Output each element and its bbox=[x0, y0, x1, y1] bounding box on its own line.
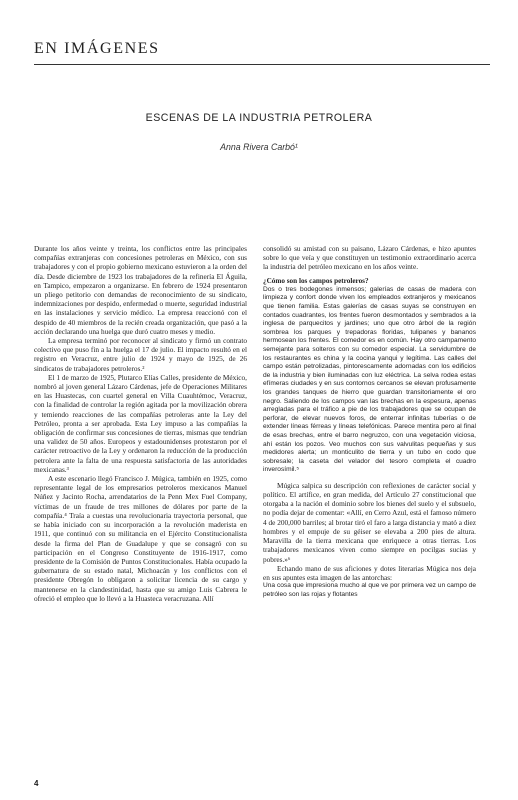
page-number: 4 bbox=[34, 779, 39, 788]
box-heading: ¿Cómo son los campos petroleros? bbox=[263, 276, 369, 285]
article-author: Anna Rivera Carbó¹ bbox=[220, 142, 298, 152]
paragraph: Durante los años veinte y treinta, los conflictos entre las principales compañías extranjeras con concesiones petroleras en México, con sus trabajadores y con el propio gobierno mexicano estuvieron a la orden del día. Desde diciembre de 1923 los trabajadores de la refinería El Águila, en Tampico, empezaron a organizarse. En febrero de 1924 presentaron un pliego petitorio con demandas de reconocimiento de su sindicato, indemnizaciones por despido, enfermedad o muerte, seguridad industrial en las instalaciones y servicio médico. La empresa reaccionó con el despido de 40 miembros de la recién creada organización, que pasó a la acción declarando una huelga que duró cuatro meses y medio. bbox=[34, 244, 247, 336]
sidebar-box bbox=[263, 277, 476, 475]
paragraph: consolidó su amistad con su paisano, Lázaro Cárdenas, e hizo apuntes sobre lo que veía y que constituyen un testimonio extraordinario acerca la industria del petróleo mexicano en los años veinte. bbox=[263, 244, 476, 272]
box-text: Dos o tres bodegones inmensos; galerías de casas de madera con limpieza y confort donde viven los empleados extranjeros y mexicanos que tienen familia. Estas galerías de casas suyas se construyen en contados cuadrantes, los frentes fueron desmontados y sembrados a la inglesa de parquecitos y jardines; uno que otro árbol de la región sombrea los parques y trepadoras floridas, tulipanes y bananos hermosean los frentes. El comedor es en común. Hay otro campamento semejante para solteros con su comedor especial. La servidumbre de los restaurantes es china y la cocina yanqui y legítima. Las calles del campo están petrolizadas, pintorescamente adornadas con los edificios de la industria y bien iluminadas con luz eléctrica. La selva rodea estas efímeras ciudades y en sus contornos cercanos se elevan profusamente los grandes tanques de hierro que guardan transitoriamente el oro negro. Saliendo de los campos van las brechas en la espesura, apenas arregladas para el tráfico a pie de los trabajadores que se ocupan de perforar, de elevar nuevos foros, de enterrar infinitas tuberías o de extender líneas férreas y líneas telefónicas. Parece mentira pero al final de esas brechas, entre el barro negruzco, con una vegetación viciosa, ahí están los pozos. Veo muchos con sus valvulitas pequeñas y sus medidores alerta; un monticulito de tierra y un tubo en codo que sobresale; la caseta del velador del tesoro completa el cuadro inverosímil.⁵ bbox=[263, 285, 476, 474]
paragraph: A este escenario llegó Francisco J. Múgica, también en 1925, como representante legal de los empresarios petroleros mexicanos Manuel Núñez y Jacinto Rocha, arrendatarios de la Penn Mex Fuel Company, víctimas de un fraude de tres millones de dólares por parte de la compañía.⁴ Traía a cuestas una revolucionaria trayectoria personal, que se había iniciado con su incorporación a la revolución maderista en 1911, que continuó con su militancia en el Ejército Constitucionalista desde la firma del Plan de Guadalupe y que se consagró con su participación en el Congreso Constituyente de 1916-1917, como presidente de la Comisión de Puntos Constitucionales. Había ocupado la gubernatura de su estado natal, Michoacán y los conflictos con el presidente Obregón lo obligaron a solicitar licencia de su cargo y mantenerse en la clandestinidad, hasta que su amigo Luis Cabrera le ofreció el empleo que lo llevó a la Huasteca veracruzana. Allí bbox=[34, 474, 247, 603]
left-column bbox=[34, 244, 247, 603]
paragraph: El 1 de marzo de 1925, Plutarco Elías Calles, presidente de México, nombró al joven general Lázaro Cárdenas, jefe de Operaciones Militares en las Huastecas, con cuartel general en Villa Cuauhtémoc, Veracruz, con la finalidad de controlar la región agitada por la movilización obrera y temiendo reacciones de las compañías petroleras ante la Ley del Petróleo, pronta a ser aprobada. Esta Ley impuso a las compañías la obligación de confirmar sus concesiones de tierras, mismas que tendrían una validez de 50 años. Europeos y estadounidenses protestaron por el carácter retroactivo de la Ley y ordenaron la reducción de la producción petrolera ante la falta de una respuesta satisfactoria de las autoridades mexicanas.³ bbox=[34, 372, 247, 474]
block-quote: Una cosa que impresiona mucho al que ve por primera vez un campo de petróleo son las rojas y flotantes bbox=[263, 582, 476, 598]
header-rule bbox=[34, 64, 490, 65]
section-label: EN IMÁGENES bbox=[34, 40, 160, 57]
paragraph: Echando mano de sus aficiones y dotes literarias Múgica nos deja en sus apuntes esta imagen de las antorchas: bbox=[263, 563, 476, 582]
right-column bbox=[263, 244, 476, 599]
article-title: ESCENAS DE LA INDUSTRIA PETROLERA bbox=[145, 112, 373, 124]
paragraph: Múgica salpica su descripción con reflexiones de carácter social y político. El artífice, en gran medida, del Artículo 27 constitucional que otorgaba a la nación el dominio sobre los bienes del suelo y el subsuelo, no podía dejar de comentar: «Allí, en Cerro Azul, está el famoso número 4 de 200,000 barriles; al brotar tiró el faro a larga distancia y mató a diez hombres y el empuje de su géiser se elevaba a 200 pies de altura. Maravilla de la tierra mexicana que enriquece a otras tierras. Los trabajadores mexicanos viven como siempre en pocilgas sucias y pobres.»⁶ bbox=[263, 480, 476, 564]
paragraph: La empresa terminó por reconocer al sindicato y firmó un contrato colectivo que puso fin a la huelga el 17 de julio. El impacto resultó en el registro en Veracruz, entre julio de 1924 y mayo de 1925, de 26 sindicatos de trabajadores petroleros.² bbox=[34, 336, 247, 373]
